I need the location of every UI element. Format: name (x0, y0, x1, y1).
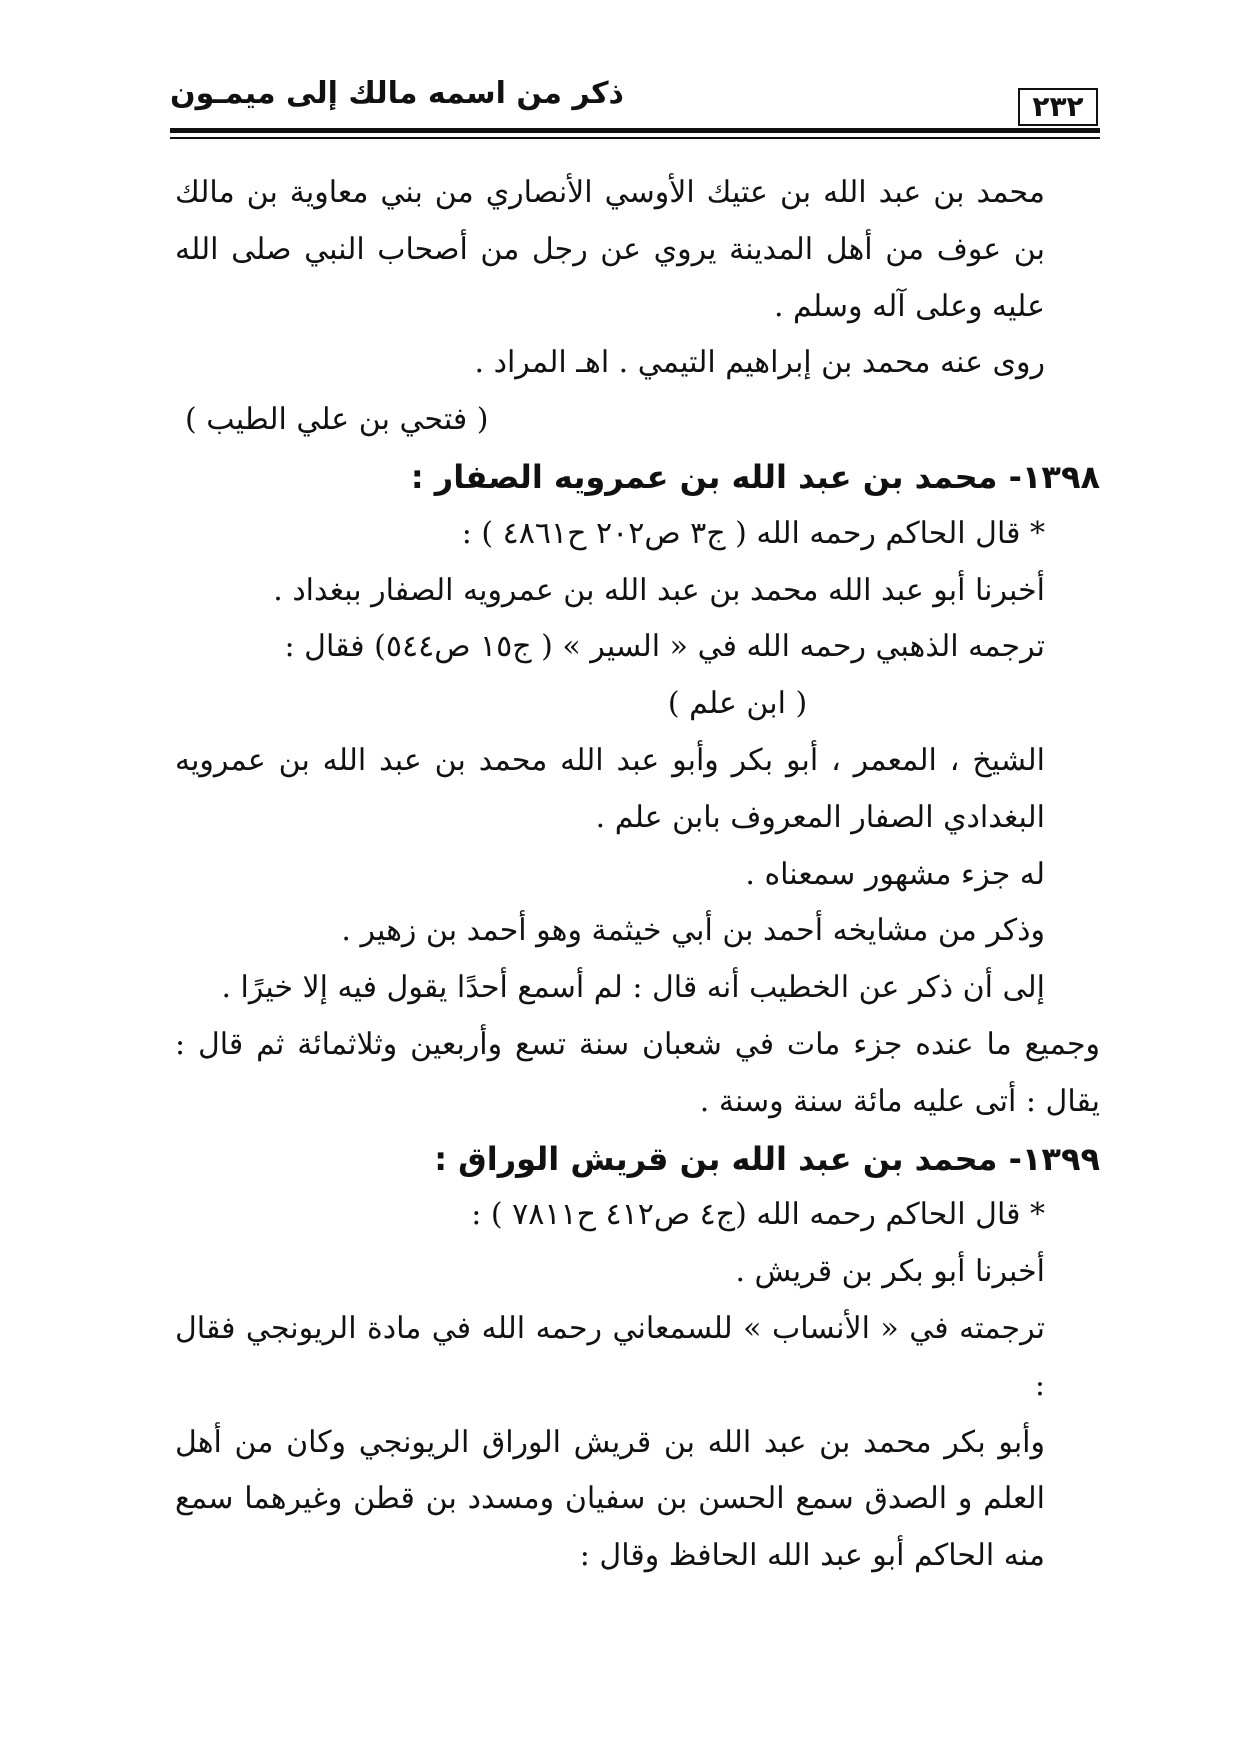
page-number: ٢٣٢ (1018, 88, 1098, 126)
header-rule-thin (170, 137, 1100, 139)
paragraph: وجميع ما عنده جزء مات في شعبان سنة تسع وأربعين وثلاثمائة ثم قال : يقال : أتى عليه مائة سنة وسنة . (175, 1026, 1100, 1119)
running-title: ذكر من اسمه مالك إلى ميمـون (170, 76, 624, 111)
paragraph: وذكر من مشايخه أحمد بن أبي خيثمة وهو أحمد بن زهير . (341, 913, 1045, 949)
header-rule-thick (170, 128, 1100, 133)
paragraph: إلى أن ذكر عن الخطيب أنه قال : لم أسمع أحدًا يقول فيه إلا خيرًا . (221, 970, 1045, 1006)
page-header (170, 66, 1098, 132)
source-citation: * قال الحاكم رحمه الله ( ج٣ ص٢٠٢ ح٤٨٦١ ) : (461, 515, 1045, 551)
entry-heading-1398: ١٣٩٨- محمد بن عبد الله بن عمرويه الصفار : (410, 457, 1100, 496)
author-signature: ( فتحي بن علي الطيب ) (185, 402, 489, 438)
paragraph: له جزء مشهور سمعناه . (745, 856, 1045, 892)
paragraph: روى عنه محمد بن إبراهيم التيمي . اهـ المراد . (474, 345, 1045, 381)
paragraph: ترجمه الذهبي رحمه الله في « السير » ( ج١٥ ص٥٤٤) فقال : (284, 629, 1045, 665)
paragraph: محمد بن عبد الله بن عتيك الأوسي الأنصاري من بني معاوية بن مالك بن عوف من أهل المدينة يروي عن رجل من أصحاب النبي صلى الله عليه وعلى آله وسلم . (175, 175, 1045, 324)
paragraph: أخبرنا أبو بكر بن قريش . (735, 1254, 1045, 1290)
subheading: ( ابن علم ) (667, 686, 808, 722)
paragraph: الشيخ ، المعمر ، أبو بكر وأبو عبد الله محمد بن عبد الله بن عمرويه البغدادي الصفار المعروف بابن علم . (175, 742, 1045, 835)
paragraph: وأبو بكر محمد بن عبد الله بن قريش الوراق الريونجي وكان من أهل العلم و الصدق سمع الحسن بن سفيان ومسدد بن قطن وغيرهما سمع منه الحاكم أبو عبد الله الحافظ وقال : (175, 1424, 1045, 1574)
page-body (175, 165, 1100, 1585)
source-citation: * قال الحاكم رحمه الله (ج٤ ص٤١٢ ح٧٨١١ ) : (471, 1197, 1045, 1233)
paragraph: أخبرنا أبو عبد الله محمد بن عبد الله بن عمرويه الصفار ببغداد . (273, 572, 1045, 608)
paragraph: ترجمته في « الأنساب » للسمعاني رحمه الله في مادة الريونجي فقال : (175, 1310, 1045, 1403)
entry-heading-1399: ١٣٩٩- محمد بن عبد الله بن قريش الوراق : (434, 1139, 1100, 1178)
